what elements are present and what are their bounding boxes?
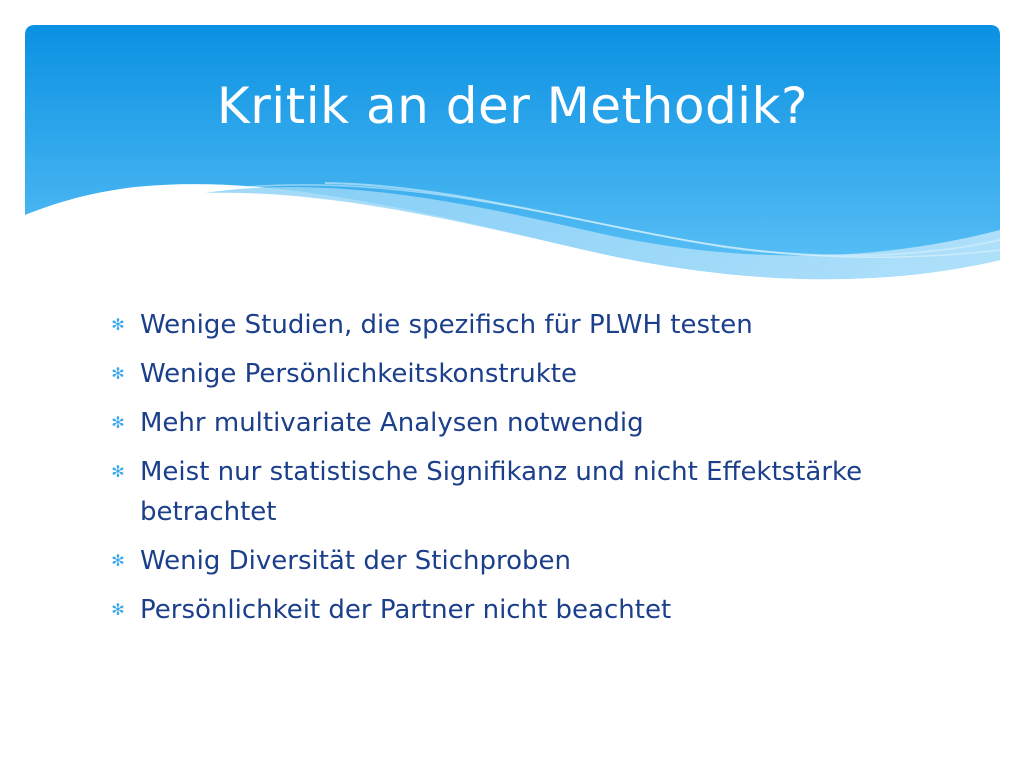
asterisk-icon: ✻ [111,551,125,570]
wave-banner-graphic [25,25,1000,290]
bullet-list [108,305,868,639]
bullet-item [108,305,868,345]
bullet-item [108,590,868,630]
bullet-item [108,541,868,581]
asterisk-icon: ✻ [111,315,125,334]
asterisk-icon: ✻ [111,600,125,619]
bullet-text: Wenige Studien, die spezifisch für PLWH testen [140,310,753,340]
slide-title: Kritik an der Methodik? [216,77,809,135]
asterisk-icon: ✻ [111,413,125,432]
bullet-text: Wenig Diversität der Stichproben [140,546,571,576]
bullet-item [108,452,868,532]
bullet-text: Persönlichkeit der Partner nicht beachtet [140,595,672,625]
bullet-text: Meist nur statistische Signifikanz und nicht Effektstärke betrachtet [140,457,863,527]
bullet-text: Wenige Persönlichkeitskonstrukte [140,359,577,389]
bullet-item [108,403,868,443]
title-banner [25,25,1000,290]
asterisk-icon: ✻ [111,364,125,383]
asterisk-icon: ✻ [111,462,125,481]
bullet-text: Mehr multivariate Analysen notwendig [140,408,644,438]
bullet-item [108,354,868,394]
